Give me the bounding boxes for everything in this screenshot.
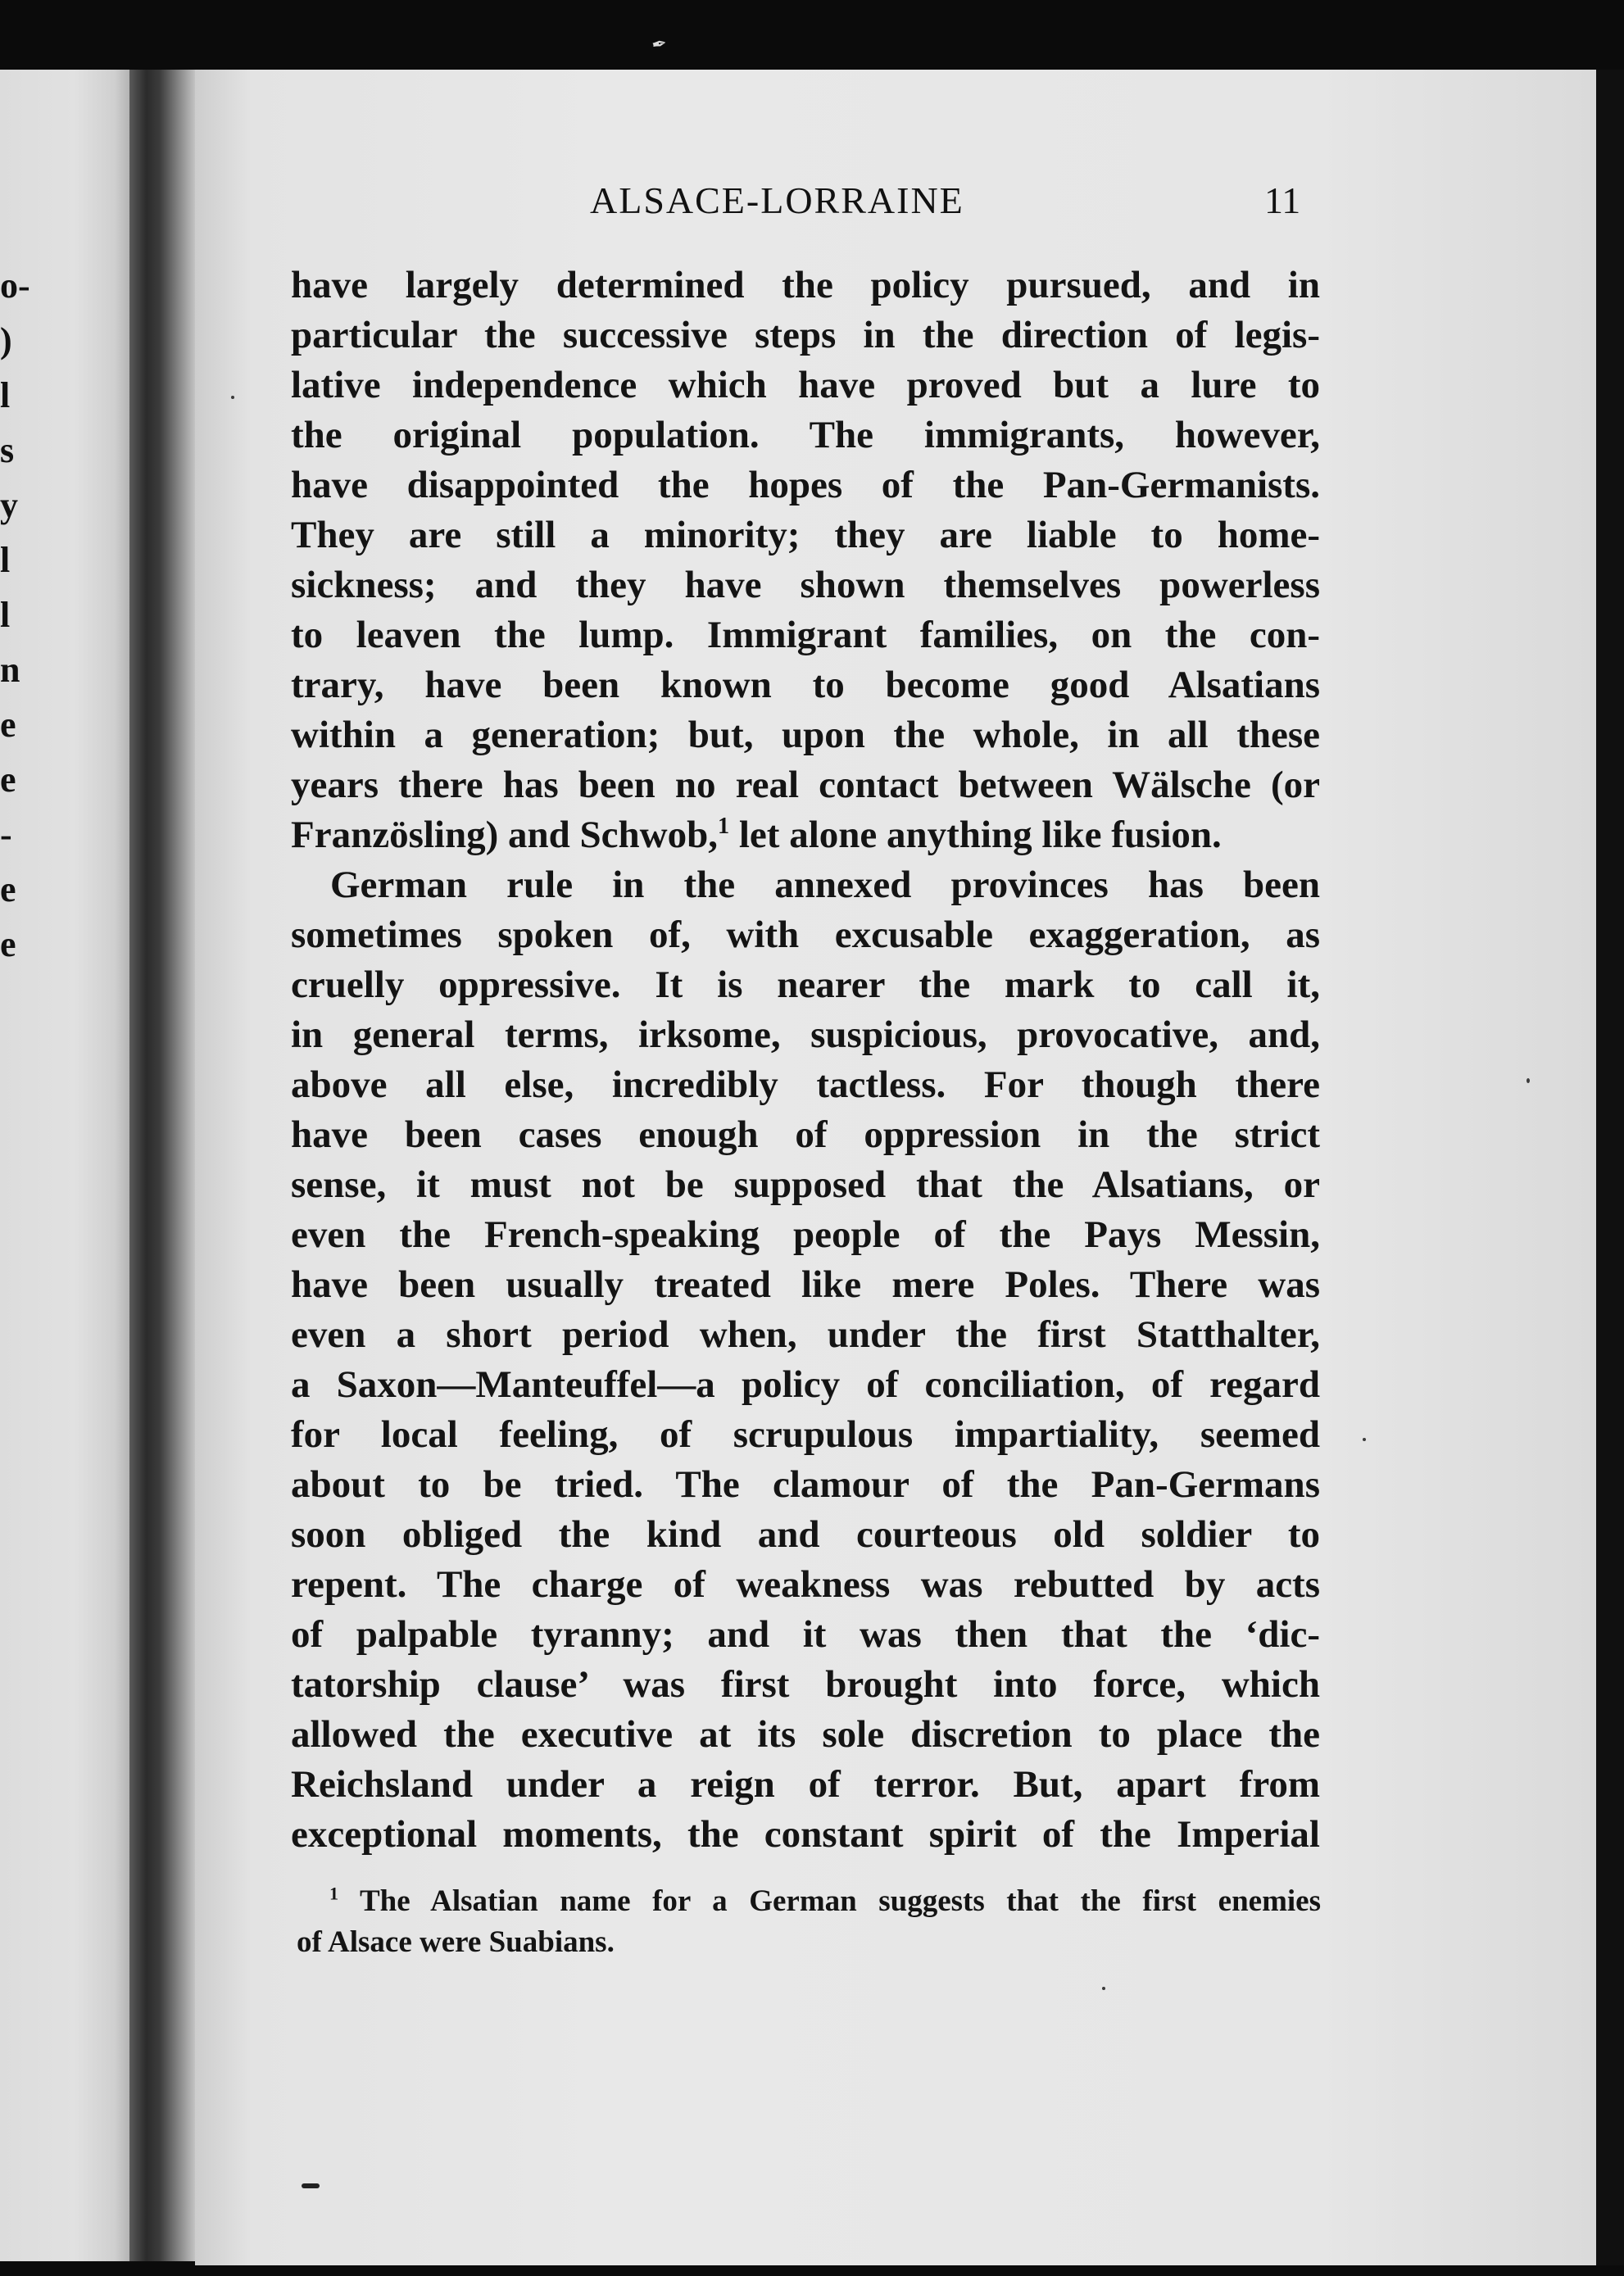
page-number: 11	[1264, 179, 1301, 221]
text-line: tatorship clause’ was first brought into force, which	[291, 1663, 1320, 1706]
text-line: sometimes spoken of, with excusable exaggeration, as	[291, 914, 1320, 956]
paragraph-start-line: German rule in the annexed provinces has been	[330, 864, 1320, 906]
running-title: ALSACE-LORRAINE	[590, 179, 964, 221]
footnote-line	[297, 1881, 1321, 1922]
text-line: above all else, incredibly tactless. For though there	[291, 1063, 1320, 1106]
left-fragment: e	[0, 705, 16, 745]
text-line: trary, have been known to become good Alsatians	[291, 664, 1320, 706]
text-line: have been usually treated like mere Poles. There was	[291, 1263, 1320, 1306]
text-line: about to be tried. The clamour of the Pan-Germans	[291, 1463, 1320, 1506]
scan-speck	[1526, 1078, 1530, 1083]
text-line: the original population. The immigrants, however,	[291, 414, 1320, 456]
text-line: a Saxon—Manteuffel—a policy of conciliation, of regard	[291, 1363, 1320, 1406]
running-head	[580, 179, 1318, 236]
left-fragment: )	[0, 320, 12, 360]
footnote-marker: 1	[329, 1883, 339, 1904]
left-fragment: l	[0, 540, 11, 580]
scan-speck	[1363, 1438, 1366, 1441]
footnote-text: The Alsatian name for a German suggests that the first enemies	[338, 1884, 1321, 1918]
left-fragment: l	[0, 375, 11, 415]
right-scan-border	[1596, 70, 1624, 2265]
scan-mark-icon: ✒	[650, 33, 669, 57]
text-line: sickness; and they have shown themselves powerless	[291, 564, 1320, 606]
book-gutter	[129, 70, 197, 2261]
text-line: particular the successive steps in the direction of legis-	[291, 314, 1320, 356]
text-line: years there has been no real contact between Wälsche (or	[291, 764, 1320, 806]
left-fragment: -	[0, 814, 12, 855]
text-line: for local feeling, of scrupulous impartiality, seemed	[291, 1413, 1320, 1456]
text-line: exceptional moments, the constant spirit of the Imperial	[291, 1813, 1320, 1856]
left-fragment: y	[0, 485, 18, 525]
left-page-text-fragments	[0, 258, 33, 972]
line-text: let alone anything like fusion.	[729, 814, 1222, 856]
text-line: have largely determined the policy pursued, and in	[291, 264, 1320, 306]
left-fragment: e	[0, 924, 16, 964]
text-line: even the French-speaking people of the Pays Messin,	[291, 1213, 1320, 1256]
footnote	[297, 1881, 1321, 1963]
footnote-line: of Alsace were Suabians.	[297, 1925, 615, 1959]
left-fragment: s	[0, 430, 15, 470]
left-fragment: n	[0, 650, 20, 690]
text-line: soon obliged the kind and courteous old soldier to	[291, 1513, 1320, 1556]
text-line: have been cases enough of oppression in the strict	[291, 1113, 1320, 1156]
scan-speck	[302, 2183, 320, 2188]
left-fragment: l	[0, 595, 11, 635]
text-line: even a short period when, under the first Statthalter,	[291, 1313, 1320, 1356]
left-fragment: e	[0, 869, 16, 909]
text-line: cruelly oppressive. It is nearer the mark to call it,	[291, 963, 1320, 1006]
text-line: lative independence which have proved but a lure to	[291, 364, 1320, 406]
text-line: allowed the executive at its sole discretion to place the	[291, 1713, 1320, 1756]
text-line: repent. The charge of weakness was rebutted by acts	[291, 1563, 1320, 1606]
text-line: have disappointed the hopes of the Pan-Germanists.	[291, 464, 1320, 506]
left-fragment: e	[0, 759, 16, 800]
left-page-edge	[0, 70, 135, 2261]
text-line: sense, it must not be supposed that the Alsatians, or	[291, 1163, 1320, 1206]
footnote-reference: 1	[718, 814, 730, 840]
text-line: to leaven the lump. Immigrant families, on the con-	[291, 614, 1320, 656]
text-line: within a generation; but, upon the whole, in all these	[291, 714, 1320, 756]
text-line: of palpable tyranny; and it was then that the ‘dic-	[291, 1613, 1320, 1656]
text-line: They are still a minority; they are liable to home-	[291, 514, 1320, 556]
paragraph-end-line	[291, 810, 1320, 860]
line-text: Französling) and Schwob,	[291, 814, 719, 856]
scan-speck	[1102, 1987, 1105, 1990]
text-line: Reichsland under a reign of terror. But, apart from	[291, 1763, 1320, 1806]
left-fragment: o-	[0, 265, 30, 306]
text-line: in general terms, irksome, suspicious, provocative, and,	[291, 1013, 1320, 1056]
scan-speck	[231, 396, 234, 399]
body-text	[291, 261, 1320, 1860]
